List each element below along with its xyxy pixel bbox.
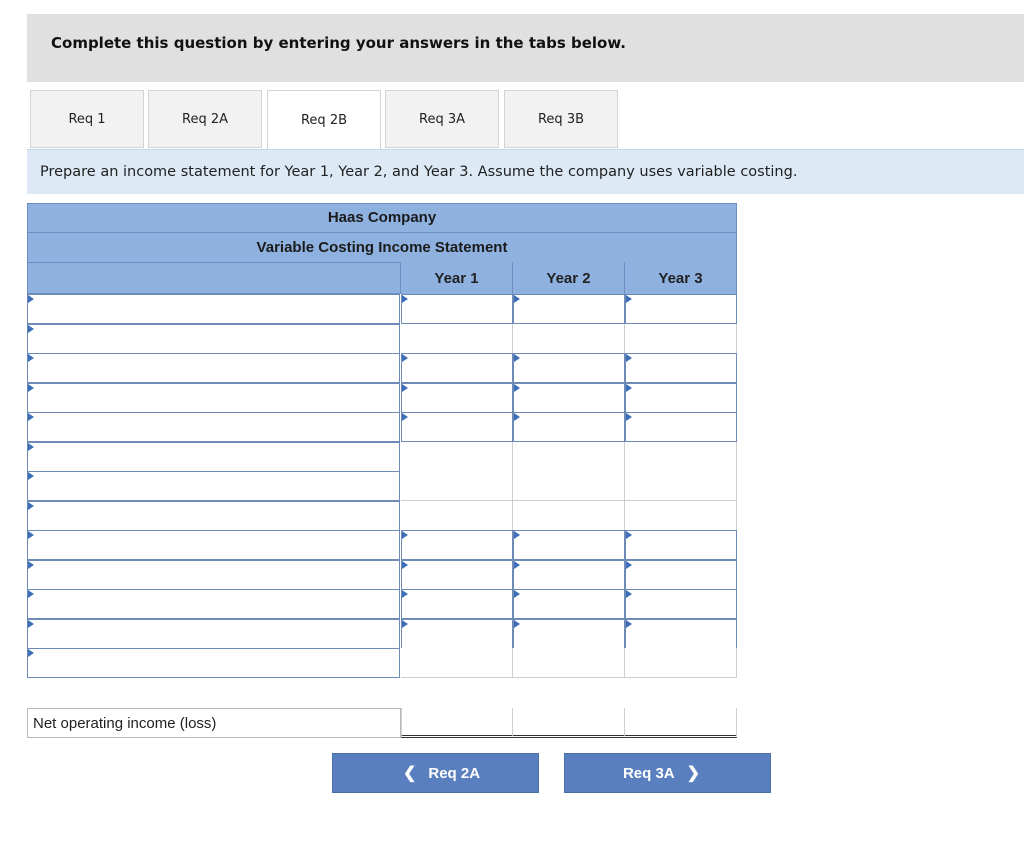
- tab-req-3b[interactable]: Req 3B: [504, 90, 618, 148]
- net-income-year-1[interactable]: [401, 708, 513, 738]
- input-marker-icon: [402, 354, 408, 362]
- tab-req-3a[interactable]: Req 3A: [385, 90, 499, 148]
- chevron-left-icon: ❮: [402, 765, 417, 782]
- amount-input-year-1[interactable]: [401, 353, 513, 383]
- net-income-year-3[interactable]: [625, 708, 737, 738]
- input-marker-icon: [626, 384, 632, 392]
- amount-input-year-1[interactable]: [401, 294, 513, 324]
- input-marker-icon: [626, 590, 632, 598]
- amount-input-year-1: [401, 648, 513, 678]
- prev-req-button[interactable]: [332, 753, 539, 793]
- banner-text: Complete this question by entering your answers in the tabs below.: [51, 34, 626, 52]
- amount-input-year-2[interactable]: [513, 294, 625, 324]
- amount-input-year-3[interactable]: [625, 589, 737, 619]
- row-label-input[interactable]: [27, 412, 400, 442]
- amount-input-year-2: [513, 501, 625, 531]
- input-marker-icon: [626, 561, 632, 569]
- amount-input-year-1[interactable]: [401, 530, 513, 560]
- input-marker-icon: [402, 590, 408, 598]
- next-req-button[interactable]: [564, 753, 771, 793]
- row-label-input[interactable]: [27, 530, 400, 560]
- table-row: [27, 383, 737, 413]
- dropdown-indicator-icon: [28, 502, 34, 510]
- amount-input-year-1[interactable]: [401, 619, 513, 649]
- amount-input-year-2: [513, 648, 625, 678]
- dropdown-indicator-icon: [28, 649, 34, 657]
- input-marker-icon: [626, 620, 632, 628]
- amount-input-year-2[interactable]: [513, 383, 625, 413]
- amount-input-year-2: [513, 442, 625, 472]
- chevron-right-icon: ❯: [686, 765, 701, 782]
- table-row: [27, 648, 737, 678]
- row-label-input[interactable]: [27, 324, 400, 354]
- amount-input-year-1[interactable]: [401, 412, 513, 442]
- input-marker-icon: [514, 590, 520, 598]
- dropdown-indicator-icon: [28, 590, 34, 598]
- amount-input-year-3[interactable]: [625, 294, 737, 324]
- amount-input-year-2[interactable]: [513, 353, 625, 383]
- amount-input-year-2[interactable]: [513, 412, 625, 442]
- table-row: [27, 530, 737, 560]
- amount-input-year-2: [513, 471, 625, 501]
- col-year-2: Year 2: [513, 262, 625, 294]
- input-marker-icon: [626, 354, 632, 362]
- amount-input-year-3: [625, 324, 737, 354]
- row-label-input[interactable]: [27, 353, 400, 383]
- row-label-input[interactable]: [27, 294, 400, 324]
- dropdown-indicator-icon: [28, 325, 34, 333]
- instruction-text: Prepare an income statement for Year 1, Year 2, and Year 3. Assume the company uses variable costing.: [40, 164, 798, 180]
- net-operating-income-label: Net operating income (loss): [33, 715, 217, 732]
- input-marker-icon: [514, 295, 520, 303]
- table-row: [27, 442, 737, 472]
- amount-input-year-3[interactable]: [625, 619, 737, 649]
- input-marker-icon: [514, 561, 520, 569]
- amount-input-year-3: [625, 501, 737, 531]
- table-row: [27, 589, 737, 619]
- dropdown-indicator-icon: [28, 561, 34, 569]
- tab-req-2b[interactable]: Req 2B: [267, 90, 381, 150]
- next-req-label: Req 3A: [622, 764, 675, 782]
- amount-input-year-3[interactable]: [625, 412, 737, 442]
- input-marker-icon: [402, 620, 408, 628]
- row-label-input[interactable]: [27, 648, 400, 678]
- amount-input-year-3[interactable]: [625, 560, 737, 590]
- input-marker-icon: [626, 295, 632, 303]
- amount-input-year-3: [625, 471, 737, 501]
- input-marker-icon: [402, 295, 408, 303]
- table-row: [27, 560, 737, 590]
- dropdown-indicator-icon: [28, 620, 34, 628]
- amount-input-year-1: [401, 501, 513, 531]
- prev-req-label: Req 2A: [428, 764, 481, 782]
- net-income-year-2[interactable]: [513, 708, 625, 738]
- amount-input-year-3: [625, 648, 737, 678]
- row-label-input[interactable]: [27, 560, 400, 590]
- table-row: [27, 471, 737, 501]
- row-label-input[interactable]: [27, 501, 400, 531]
- amount-input-year-1[interactable]: [401, 560, 513, 590]
- question-banner: [27, 14, 1024, 82]
- amount-input-year-2[interactable]: [513, 589, 625, 619]
- input-marker-icon: [402, 561, 408, 569]
- amount-input-year-3[interactable]: [625, 353, 737, 383]
- amount-input-year-1: [401, 324, 513, 354]
- input-marker-icon: [514, 531, 520, 539]
- amount-input-year-3: [625, 442, 737, 472]
- row-label-input[interactable]: [27, 442, 400, 472]
- table-row: [27, 294, 737, 324]
- amount-input-year-2[interactable]: [513, 560, 625, 590]
- dropdown-indicator-icon: [28, 531, 34, 539]
- col-year-3: Year 3: [625, 262, 737, 294]
- table-row: [27, 501, 737, 531]
- row-label-input[interactable]: [27, 471, 400, 501]
- input-marker-icon: [402, 384, 408, 392]
- table-row: [27, 353, 737, 383]
- dropdown-indicator-icon: [28, 384, 34, 392]
- input-marker-icon: [626, 413, 632, 421]
- input-marker-icon: [514, 354, 520, 362]
- table-row: [27, 324, 737, 354]
- amount-input-year-1[interactable]: [401, 589, 513, 619]
- amount-input-year-2: [513, 324, 625, 354]
- table-row: [27, 619, 737, 649]
- amount-input-year-3[interactable]: [625, 383, 737, 413]
- amount-input-year-1[interactable]: [401, 383, 513, 413]
- dropdown-indicator-icon: [28, 443, 34, 451]
- input-marker-icon: [514, 620, 520, 628]
- row-label-input[interactable]: [27, 619, 400, 649]
- table-row: [27, 412, 737, 442]
- input-marker-icon: [402, 531, 408, 539]
- input-marker-icon: [514, 413, 520, 421]
- row-label-input[interactable]: [27, 383, 400, 413]
- tab-req-2a[interactable]: Req 2A: [148, 90, 262, 148]
- dropdown-indicator-icon: [28, 354, 34, 362]
- dropdown-indicator-icon: [28, 295, 34, 303]
- amount-input-year-2[interactable]: [513, 619, 625, 649]
- amount-input-year-2[interactable]: [513, 530, 625, 560]
- statement-title: Variable Costing Income Statement: [27, 232, 737, 263]
- input-marker-icon: [514, 384, 520, 392]
- net-operating-income-row: [27, 708, 737, 738]
- dropdown-indicator-icon: [28, 472, 34, 480]
- input-marker-icon: [626, 531, 632, 539]
- dropdown-indicator-icon: [28, 413, 34, 421]
- net-operating-income-label-cell: [27, 708, 401, 738]
- amount-input-year-1: [401, 471, 513, 501]
- instruction-bar: [27, 149, 1024, 194]
- col-year-1: Year 1: [400, 262, 513, 294]
- amount-input-year-1: [401, 442, 513, 472]
- row-label-input[interactable]: [27, 589, 400, 619]
- amount-input-year-3[interactable]: [625, 530, 737, 560]
- tab-req-1[interactable]: Req 1: [30, 90, 144, 148]
- company-name: Haas Company: [27, 203, 737, 233]
- input-marker-icon: [402, 413, 408, 421]
